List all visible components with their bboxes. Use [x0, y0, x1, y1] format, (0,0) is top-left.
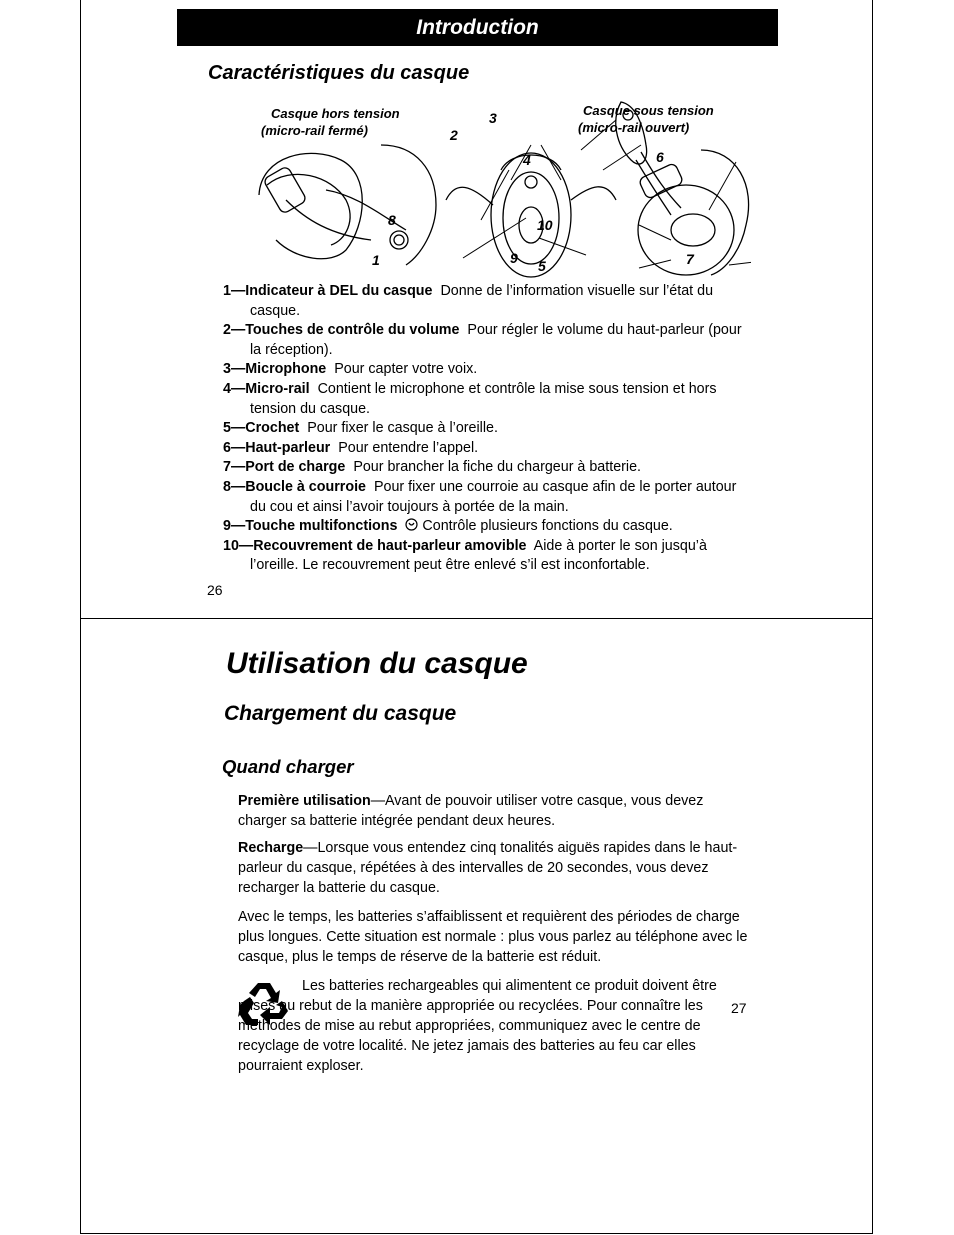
caption-on-line-2: (micro-rail ouvert) [578, 120, 690, 135]
section-heading: Chargement du casque [224, 702, 457, 725]
feature-item [223, 282, 743, 321]
recharge-term: Recharge [238, 840, 304, 856]
feature-desc: Pour capter votre voix. [334, 361, 478, 378]
callout-lines [463, 120, 751, 268]
callout-7: 7 [686, 251, 694, 267]
callout-8: 8 [388, 212, 396, 228]
feature-term: 3—Microphone [223, 361, 327, 378]
feature-item [223, 458, 743, 478]
page-26 [80, 0, 873, 619]
feature-desc: Contient le microphone et contrôle la mise sous tension et hors tension du casque. [250, 380, 717, 417]
callout-3: 3 [489, 110, 497, 126]
section-banner: Introduction [177, 9, 778, 46]
page-title: Utilisation du casque [226, 647, 528, 680]
feature-item [223, 419, 743, 439]
feature-item [223, 321, 743, 360]
caption-headset-off [261, 105, 400, 139]
feature-desc: Contrôle plusieurs fonctions du casque. [422, 518, 673, 535]
callout-5: 5 [538, 258, 546, 274]
battery-paragraph: Avec le temps, les batteries s’affaiblissent et requièrent des périodes de charge plus longues. Cette situation est normale : plus vous parlez au téléphone avec le casque, plus le temps de réserve de la batterie est réduit. [238, 909, 748, 965]
page-number: 27 [731, 1000, 747, 1016]
first-use-text: —Avant de pouvoir utiliser votre casque, vous devez charger sa batterie intégrée pendant deux heures. [238, 793, 704, 829]
callout-9: 9 [510, 250, 518, 266]
features-list [223, 282, 743, 576]
recharge-paragraph [238, 838, 748, 898]
feature-term: 2—Touches de contrôle du volume [223, 322, 460, 339]
first-use-paragraph [238, 791, 748, 831]
caption-headset-on [578, 102, 714, 136]
recycle-paragraph: Les batteries rechargeables qui alimentent ce produit doivent être mises au rebut de la manière appropriée ou recyclées. Pour connaître les méthodes de mise au rebut appropriées, communiquez avec le centre de recyclage de votre localité. Ne jetez jamais des batteries au feu car elles pourraient exploser. [238, 978, 717, 1074]
feature-item [223, 537, 743, 576]
features-heading: Caractéristiques du casque [208, 62, 470, 84]
feature-item [223, 439, 743, 459]
callout-4: 4 [523, 152, 531, 168]
headset-off-drawing [259, 145, 436, 265]
caption-off-line-1: Casque hors tension [271, 106, 400, 121]
headset-front-drawing [446, 153, 616, 277]
recharge-text: —Lorsque vous entendez cinq tonalités aiguës rapides dans le haut-parleur du casque, répétées à des intervalles de 20 secondes, vous devez recharger la batterie du casque. [238, 840, 738, 896]
feature-desc: Pour régler le volume du haut-parleur (pour la réception). [250, 322, 742, 358]
feature-desc: Pour fixer le casque à l’oreille. [307, 420, 498, 437]
first-use-term: Première utilisation [238, 793, 371, 809]
callout-6: 6 [656, 149, 664, 165]
feature-term: 10—Recouvrement de haut-parleur amovible [223, 537, 527, 554]
feature-desc: Aide à porter le son jusqu’à l’oreille. Le recouvrement peut être enlevé s’il est inconfortable. [250, 537, 707, 574]
feature-desc: Donne de l’information visuelle sur l’état du casque. [250, 283, 714, 319]
caption-off-line-2: (micro-rail fermé) [261, 123, 368, 138]
feature-term: 1—Indicateur à DEL du casque [223, 283, 433, 299]
feature-item [223, 380, 743, 419]
feature-item [223, 360, 743, 380]
feature-term: 9—Touche multifonctions [223, 518, 398, 535]
feature-desc: Pour brancher la fiche du chargeur à batterie. [353, 459, 642, 476]
feature-desc: Pour fixer une courroie au casque afin de le porter autour du cou et ainsi l’avoir toujours à portée de la main. [250, 478, 737, 515]
feature-term: 8—Boucle à courroie [223, 478, 367, 495]
feature-desc: Pour entendre l’appel. [338, 439, 479, 456]
callout-10: 10 [537, 217, 553, 233]
multifunction-button-icon [405, 518, 418, 531]
callout-2: 2 [450, 127, 458, 143]
feature-item [223, 478, 743, 517]
feature-term: 5—Crochet [223, 420, 300, 437]
feature-term: 7—Port de charge [223, 459, 346, 476]
page-27 [80, 618, 873, 1234]
page-number: 26 [207, 582, 223, 598]
feature-term: 4—Micro-rail [223, 380, 310, 397]
feature-term: 6—Haut-parleur [223, 439, 331, 456]
caption-on-line-1: Casque sous tension [583, 103, 714, 118]
feature-item [223, 517, 743, 537]
callout-1: 1 [372, 252, 380, 268]
subsection-heading: Quand charger [222, 756, 354, 777]
